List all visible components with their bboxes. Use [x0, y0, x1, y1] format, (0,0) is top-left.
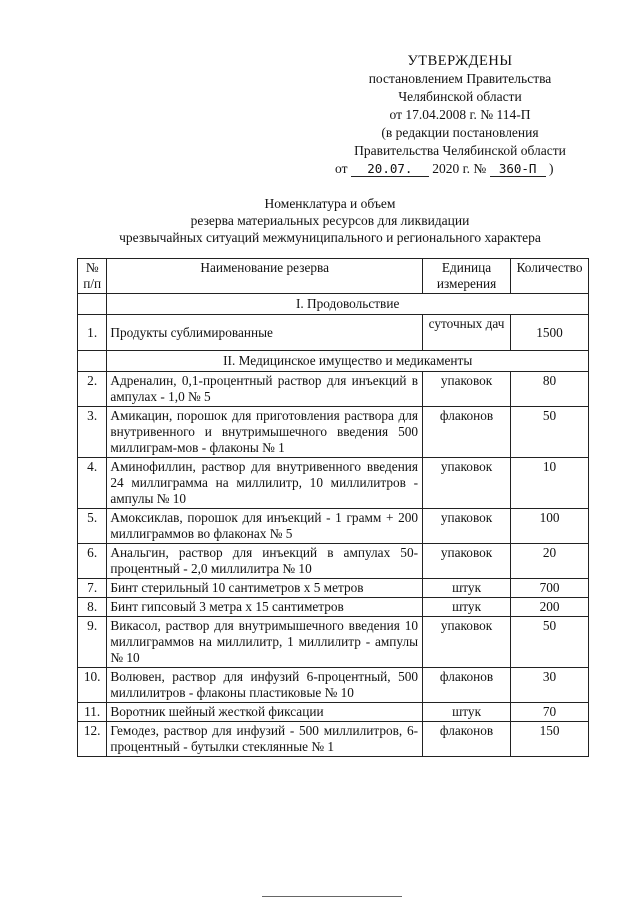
approval-heading: УТВЕРЖДЕНЫ	[407, 53, 513, 69]
row-num: 9.	[78, 617, 107, 668]
table-row	[78, 372, 589, 407]
row-name: Воротник шейный жесткой фиксации	[107, 703, 423, 722]
row-num: 5.	[78, 509, 107, 544]
title-line-3: чрезвычайных ситуаций межмуниципального и регионального характера	[119, 230, 541, 245]
header-num: № п/п	[78, 259, 107, 294]
section-medical	[78, 351, 589, 372]
row-num: 2.	[78, 372, 107, 407]
row-num: 6.	[78, 544, 107, 579]
row-unit: флаконов	[423, 668, 511, 703]
row-unit: упаковок	[423, 458, 511, 509]
title-line-2: резерва материальных ресурсов для ликвидации	[190, 213, 470, 228]
row-name: Амоксиклав, порошок для инъекций - 1 грамм + 200 миллиграммов во флаконах № 5	[107, 509, 423, 544]
handwritten-date: 20.07.	[351, 161, 429, 177]
approval-line-original-date: от 17.04.2008 г. № 114-П	[389, 107, 531, 122]
row-name: Амикацин, порошок для приготовления раствора для внутривенного и внутримышечного введения 500 миллиграм-мов - флаконы № 1	[107, 407, 423, 458]
approval-revision-dateline	[330, 160, 590, 178]
close-paren: )	[549, 161, 554, 176]
row-name: Аминофиллин, раствор для внутривенного введения 24 миллиграмма на миллилитр, 10 миллилитров - ампулы № 10	[107, 458, 423, 509]
table-row	[78, 544, 589, 579]
document-title	[40, 195, 620, 246]
row-unit: упаковок	[423, 509, 511, 544]
table-row	[78, 722, 589, 757]
row-unit: штук	[423, 579, 511, 598]
title-line-1: Номенклатура и объем	[264, 196, 396, 211]
row-name: Бинт гипсовый 3 метра х 15 сантиметров	[107, 598, 423, 617]
row-name: Волювен, раствор для инфузий 6-процентный, 500 миллилитров - флаконы пластиковые № 10	[107, 668, 423, 703]
row-num: 1.	[78, 315, 107, 351]
row-qty: 150	[511, 722, 589, 757]
row-unit: штук	[423, 703, 511, 722]
handwritten-number: 360-П	[490, 161, 546, 177]
header-unit: Единица измерения	[423, 259, 511, 294]
reserve-table	[77, 258, 589, 757]
row-qty: 30	[511, 668, 589, 703]
table-row	[78, 315, 589, 351]
row-num: 11.	[78, 703, 107, 722]
table-row	[78, 458, 589, 509]
table-row	[78, 703, 589, 722]
row-name: Адреналин, 0,1-процентный раствор для инъекций в ампулах - 1,0 № 5	[107, 372, 423, 407]
header-qty: Количество	[511, 259, 589, 294]
row-qty: 10	[511, 458, 589, 509]
table-row	[78, 509, 589, 544]
table-row	[78, 668, 589, 703]
row-num: 7.	[78, 579, 107, 598]
row-qty: 1500	[511, 315, 589, 351]
table-row	[78, 407, 589, 458]
header-name: Наименование резерва	[107, 259, 423, 294]
section-medical-label: II. Медицинское имущество и медикаменты	[107, 351, 589, 372]
row-num: 4.	[78, 458, 107, 509]
approval-line-decree: постановлением Правительства	[368, 71, 552, 86]
section-food-label: I. Продовольствие	[107, 294, 589, 315]
approval-line-revision: (в редакции постановления	[381, 125, 539, 140]
row-num: 3.	[78, 407, 107, 458]
approval-line-region: Челябинской области	[398, 89, 522, 104]
row-unit: упаковок	[423, 544, 511, 579]
section-food	[78, 294, 589, 315]
date-prefix: от	[335, 161, 348, 176]
table-row	[78, 617, 589, 668]
row-unit: флаконов	[423, 722, 511, 757]
table-header-row	[78, 259, 589, 294]
row-qty: 80	[511, 372, 589, 407]
row-unit: флаконов	[423, 407, 511, 458]
row-num: 8.	[78, 598, 107, 617]
row-unit: суточных дач	[423, 315, 511, 351]
row-qty: 700	[511, 579, 589, 598]
row-num: 10.	[78, 668, 107, 703]
row-unit: штук	[423, 598, 511, 617]
row-name: Бинт стерильный 10 сантиметров х 5 метров	[107, 579, 423, 598]
row-qty: 20	[511, 544, 589, 579]
table-row	[78, 598, 589, 617]
table-row	[78, 579, 589, 598]
approval-line-government: Правительства Челябинской области	[354, 143, 566, 158]
row-name: Анальгин, раствор для инъекций в ампулах 50-процентный - 2,0 миллилитра № 10	[107, 544, 423, 579]
row-qty: 50	[511, 407, 589, 458]
row-name: Викасол, раствор для внутримышечного введения 10 миллиграммов на миллилитр, 1 миллилитр - ампулы № 10	[107, 617, 423, 668]
row-name: Гемодез, раствор для инфузий - 500 миллилитров, 6-процентный - бутылки стеклянные № 1	[107, 722, 423, 757]
row-qty: 200	[511, 598, 589, 617]
approval-block	[330, 52, 590, 178]
year-text: 2020 г. №	[432, 161, 487, 176]
row-qty: 70	[511, 703, 589, 722]
footer-line	[262, 896, 402, 897]
row-qty: 50	[511, 617, 589, 668]
row-qty: 100	[511, 509, 589, 544]
row-unit: упаковок	[423, 617, 511, 668]
row-num: 12.	[78, 722, 107, 757]
row-name: Продукты сублимированные	[107, 315, 423, 351]
row-unit: упаковок	[423, 372, 511, 407]
